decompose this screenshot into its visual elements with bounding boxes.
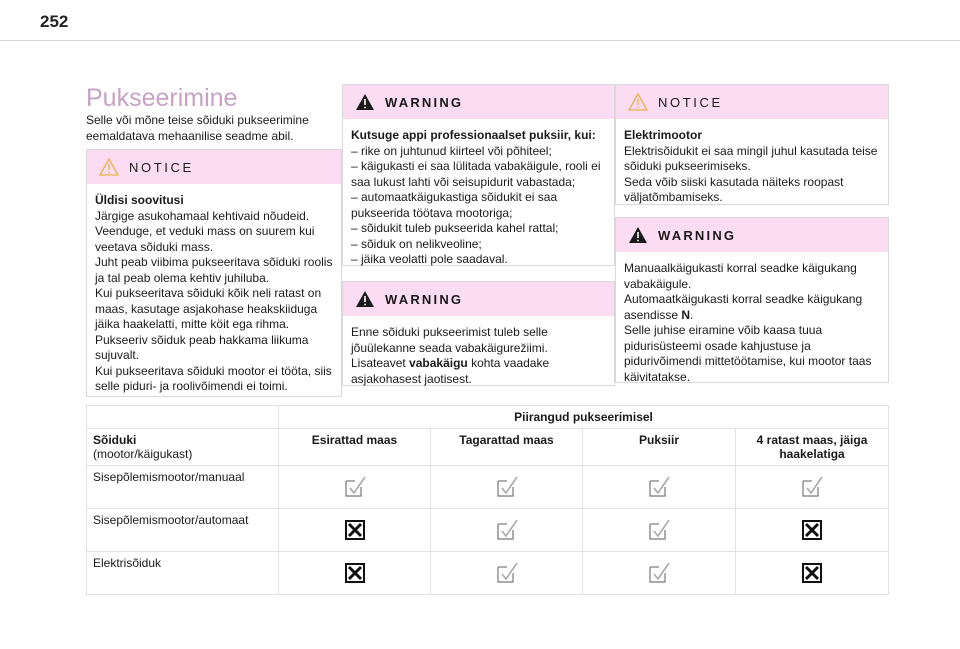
warning-text-bold: vabakäigu — [409, 356, 468, 370]
notice-label: NOTICE — [658, 94, 723, 110]
box-line: Järgige asukohamaal kehtivaid nõudeid. — [95, 208, 310, 223]
warning-body — [343, 119, 614, 276]
checkmark-box-icon — [801, 476, 823, 498]
page-number: 252 — [40, 12, 69, 31]
table-group-header: Piirangud pukseerimisel — [279, 406, 889, 429]
box-line: Seda võib siiski kasutada näiteks roopast väljatõmbamiseks. — [624, 174, 844, 204]
notice-label: NOTICE — [129, 159, 194, 175]
box-line: Veenduge, et veduki mass on suurem kui veetava sõiduki mass. — [95, 224, 315, 254]
table-empty-cell — [87, 406, 279, 429]
warning-header — [616, 218, 888, 252]
warning-label: WARNING — [385, 94, 464, 110]
checkmark-box-icon — [496, 562, 518, 584]
table-cell-forbidden — [736, 509, 889, 552]
checkmark-box-icon — [496, 519, 518, 541]
warning-body — [343, 316, 614, 395]
table-cell-allowed — [736, 466, 889, 509]
table-group-row — [87, 406, 889, 429]
box-line: – automaatkäigukastiga sõidukit ei saa pukseerida töötava mootoriga; — [351, 190, 558, 220]
box-line: – käigukasti ei saa lülitada vabakäigule, rooli ei saa lukust lahti või seisupidurit vabastada; — [351, 159, 601, 189]
warning-label: WARNING — [385, 291, 464, 307]
checkmark-box-icon — [648, 519, 670, 541]
box-line: Kui pukseeritava sõiduki kõik neli ratast on maas, kasutage asjakohase heakskiiduga jäika haakelatti, mitte köit ega rihma. — [95, 286, 322, 331]
notice-body — [616, 119, 888, 214]
checkmark-box-icon — [648, 562, 670, 584]
table-row — [87, 509, 889, 552]
towing-limits-table — [86, 405, 889, 595]
table-cell-forbidden — [279, 509, 431, 552]
box-line: – jäika veolatti pole saadaval. — [351, 252, 508, 266]
crossed-box-icon — [801, 562, 823, 584]
table-cell-allowed — [279, 466, 431, 509]
warning-text: Lisateavet — [351, 356, 410, 370]
row-label: Sisepõlemismootor/manuaal — [87, 466, 279, 509]
row-label: Elektrisõiduk — [87, 552, 279, 595]
box-line: Kutsuge appi professionaalset puksiir, kui: — [351, 128, 596, 142]
warning-text: . — [690, 307, 694, 322]
warning-triangle-icon — [355, 290, 375, 308]
warning-header — [343, 85, 614, 119]
warning-text: Selle juhise eiramine võib kaasa tuua pidurisüsteemi osade kahjustuse ja pidurivõimendi mittetöötamise, kui mootor taas käivitatakse. — [624, 323, 872, 384]
table-cell-allowed — [583, 466, 736, 509]
header-divider — [0, 40, 960, 41]
row-header-title: Sõiduki — [93, 433, 137, 447]
table-header-row — [87, 429, 889, 466]
table-cell-allowed — [431, 466, 583, 509]
box-line: Juht peab viibima pukseeritava sõiduki roolis ja tal peab olema kehtiv juhiluba. — [95, 255, 333, 285]
table-row — [87, 552, 889, 595]
box-line: Üldisi soovitusi — [95, 193, 184, 207]
table-cell-allowed — [431, 509, 583, 552]
box-line: – rike on juhtunud kiirteel või põhiteel; — [351, 143, 552, 158]
box-line: Elektrisõidukit ei saa mingil juhul kasutada teise sõiduki pukseerimiseks. — [624, 143, 878, 173]
intro-text: Selle või mõne teise sõiduki pukseerimine eemaldatava mehaanilise seadme abil. — [86, 113, 309, 143]
crossed-box-icon — [801, 519, 823, 541]
column-header: 4 ratast maas, jäiga haakelatiga — [736, 429, 889, 466]
warning-triangle-icon — [355, 93, 375, 111]
column-header: Esirattad maas — [279, 429, 431, 466]
row-label: Sisepõlemismootor/automaat — [87, 509, 279, 552]
warning-text: Manuaalkäigukasti korral seadke käigukang vabakäigule. — [624, 261, 857, 291]
table-cell-allowed — [431, 552, 583, 595]
checkmark-box-icon — [496, 476, 518, 498]
table-cell-forbidden — [736, 552, 889, 595]
warning-header — [343, 282, 614, 316]
table-row — [87, 466, 889, 509]
notice-body — [87, 184, 341, 403]
notice-header — [87, 150, 341, 184]
box-line: Pukseeriv sõiduk peab hakkama liikuma sujuvalt. — [95, 332, 309, 362]
box-line: – sõiduk on nelikveoline; — [351, 236, 482, 251]
checkmark-box-icon — [344, 476, 366, 498]
notice-box-electric-motor — [615, 84, 889, 205]
warning-box-professional-tow — [342, 84, 615, 266]
box-line: Elektrimootor — [624, 128, 703, 142]
box-line: Kui pukseeritava sõiduki mootor ei tööta, siis selle piduri- ja roolivõimendi ei toimi. — [95, 363, 332, 393]
row-header-cell — [87, 429, 279, 466]
notice-box-general — [86, 149, 342, 397]
table-cell-forbidden — [279, 552, 431, 595]
warning-text: Enne sõiduki pukseerimist tuleb selle jõuülekanne seada vabakäigurežiimi. — [351, 325, 548, 355]
crossed-box-icon — [344, 562, 366, 584]
warning-triangle-icon — [628, 93, 648, 111]
warning-triangle-icon — [628, 226, 648, 244]
column-header: Puksiir — [583, 429, 736, 466]
warning-box-gear-lever — [615, 217, 889, 383]
warning-label: WARNING — [658, 227, 737, 243]
warning-body — [616, 252, 888, 393]
warning-text: kohta vaadake asjakohasest jaotisest. — [351, 356, 550, 386]
warning-text: Automaatkäigukasti korral seadke käigukang asendisse — [624, 292, 863, 322]
box-line: – sõidukit tuleb pukseerida kahel rattal; — [351, 221, 559, 235]
warning-text-bold: N — [681, 307, 691, 322]
page-title: Pukseerimine — [86, 84, 238, 112]
warning-box-neutral — [342, 281, 615, 386]
column-header: Tagarattad maas — [431, 429, 583, 466]
crossed-box-icon — [344, 519, 366, 541]
warning-triangle-icon — [99, 158, 119, 176]
checkmark-box-icon — [648, 476, 670, 498]
table-cell-allowed — [583, 552, 736, 595]
row-header-sub: (mootor/käigukast) — [93, 447, 193, 461]
notice-header — [616, 85, 888, 119]
table-cell-allowed — [583, 509, 736, 552]
